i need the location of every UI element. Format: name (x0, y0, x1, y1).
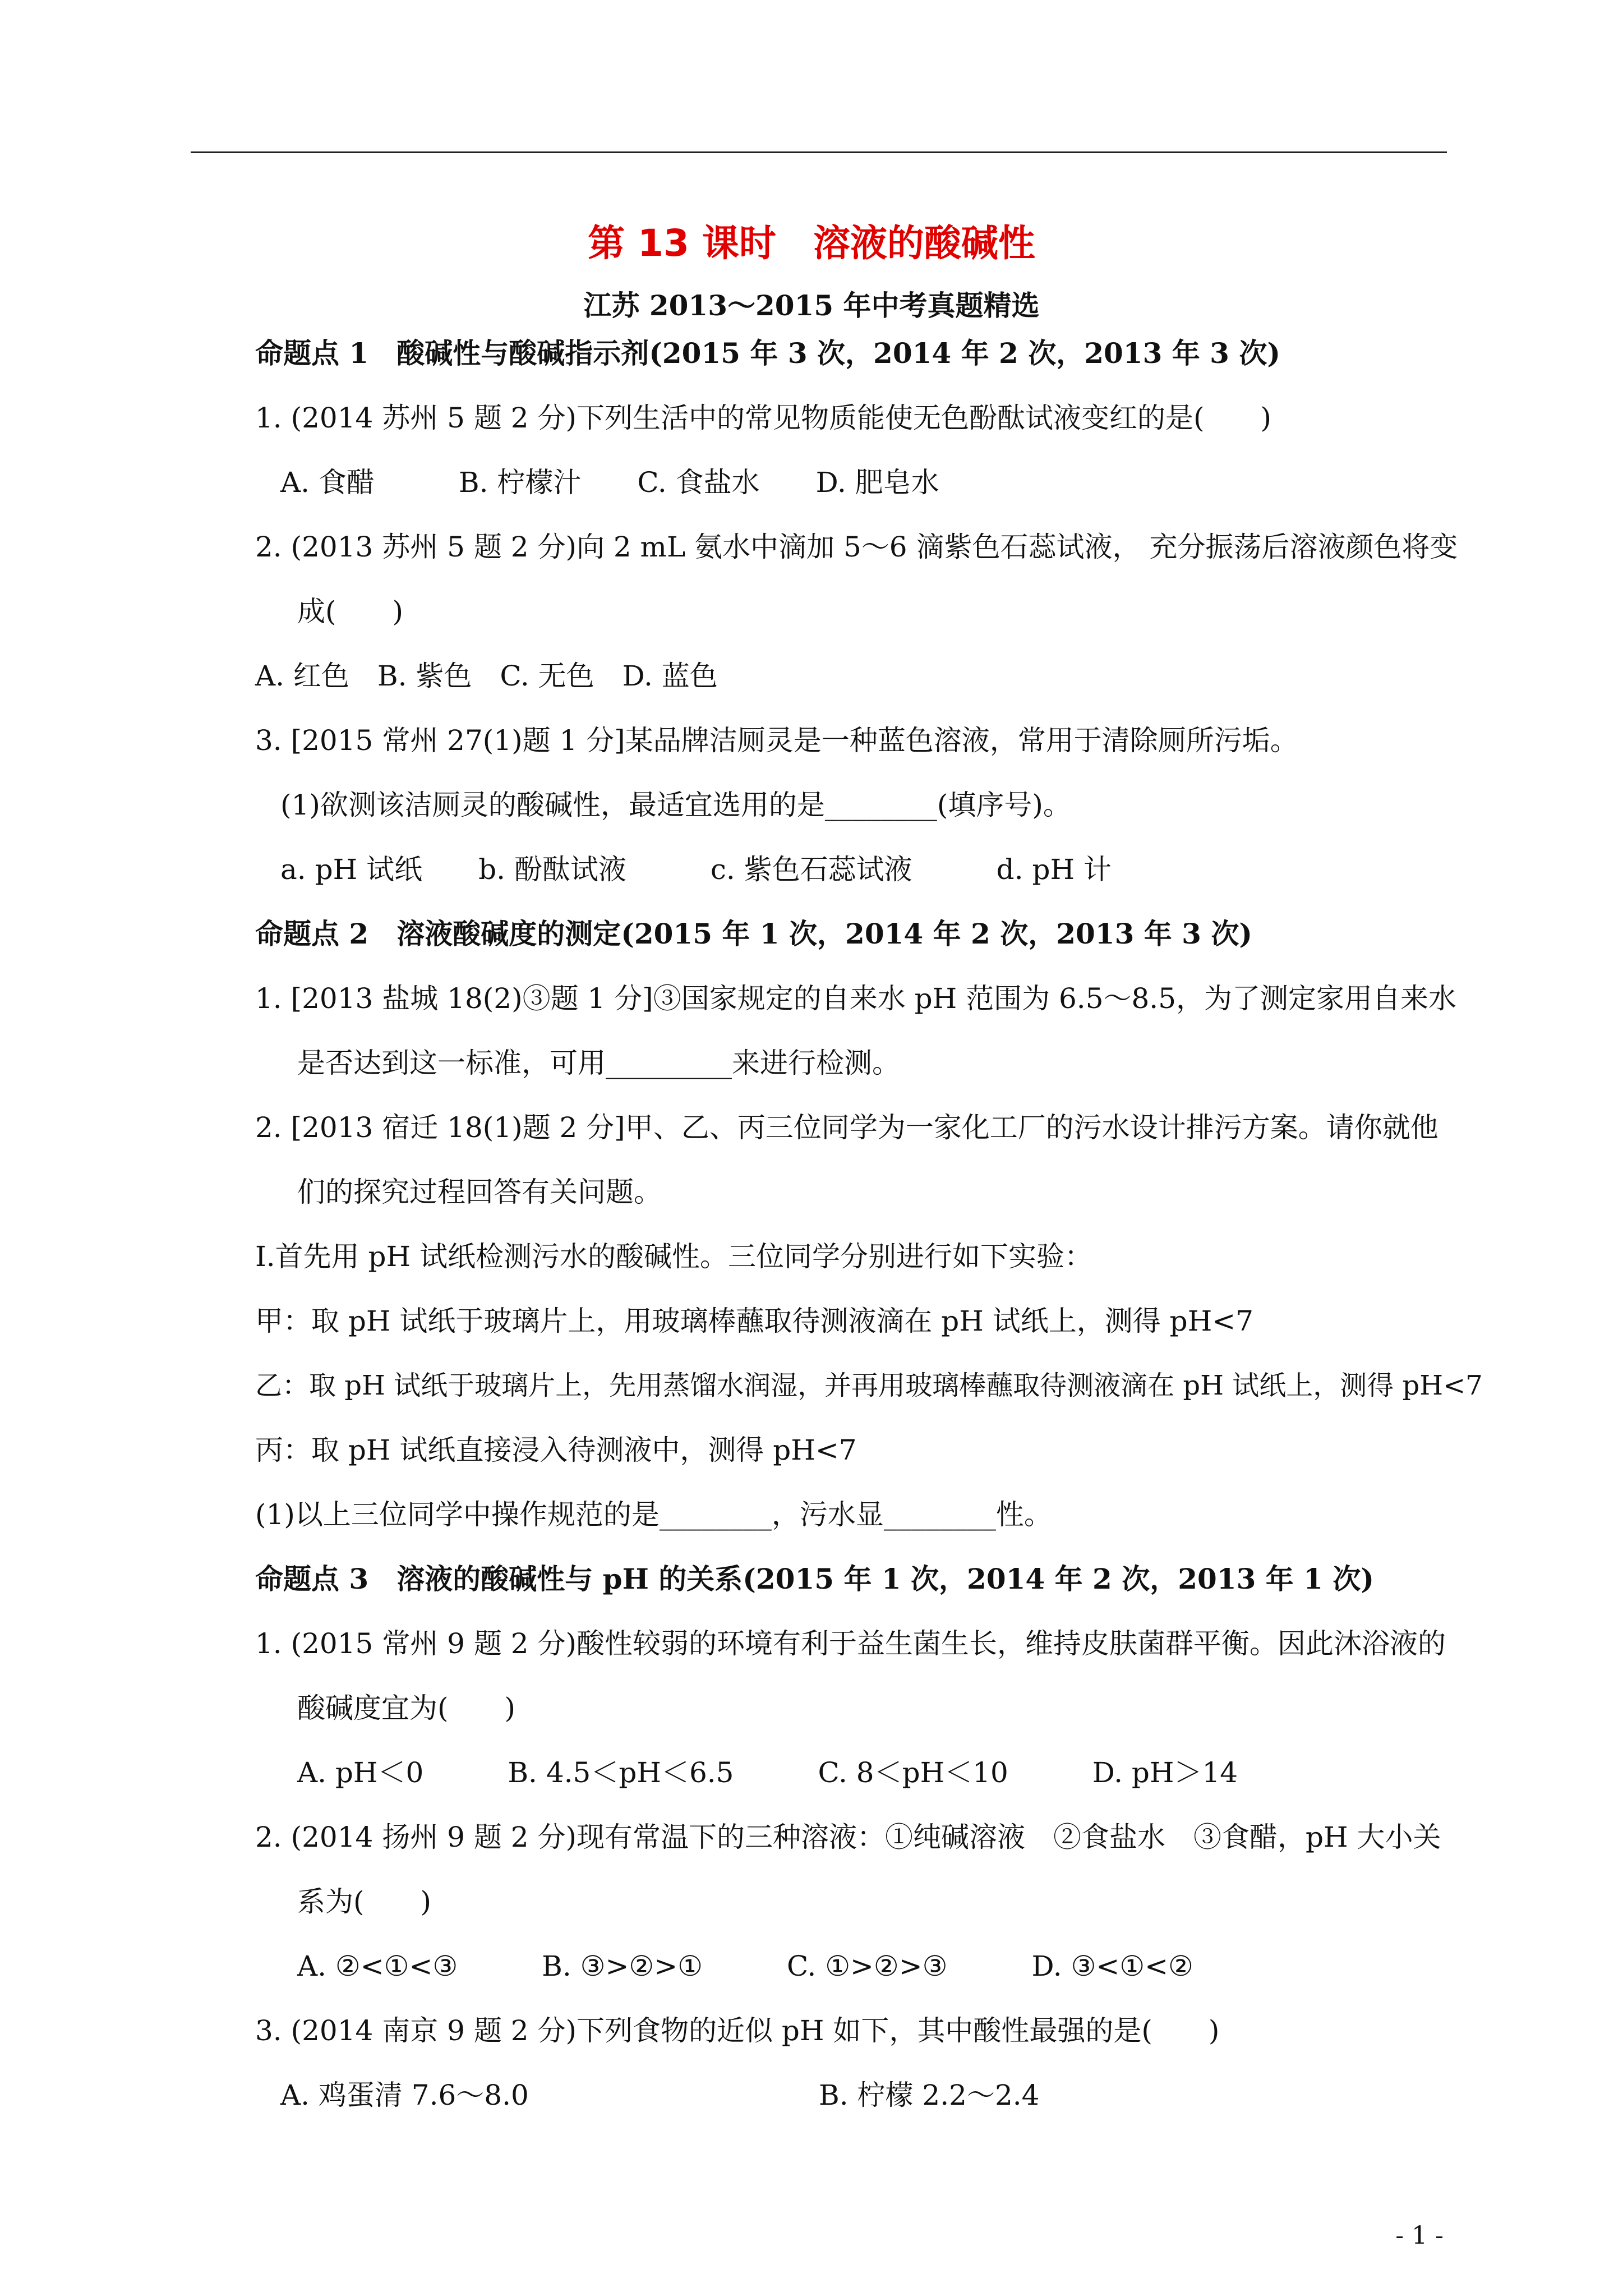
question-line: (1)以上三位同学中操作规范的是________，污水显________性。 (255, 1498, 1052, 1531)
page-number: - 1 - (1395, 2221, 1444, 2250)
question-line: (1)欲测该洁厕灵的酸碱性，最适宜选用的是________(填序号)。 (280, 789, 1071, 821)
options-line: a. pH 试纸 b. 酚酞试液 c. 紫色石蕊试液 d. pH 计 (280, 853, 1112, 886)
question-line: 1. (2014 苏州 5 题 2 分)下列生活中的常见物质能使无色酚酞试液变红的是( ) (255, 402, 1271, 434)
question-line: 成( ) (297, 595, 404, 628)
option-a: A. 鸡蛋清 7.6～8.0 (280, 2079, 529, 2111)
options-line: A. pH＜0 B. 4.5＜pH＜6.5 C. 8＜pH＜10 D. pH＞14 (297, 1756, 1238, 1789)
header-rule (191, 151, 1447, 153)
question-line: 们的探究过程回答有关问题。 (297, 1176, 662, 1208)
question-line: 3. (2014 南京 9 题 2 分)下列食物的近似 pH 如下，其中酸性最强的是( ) (255, 2014, 1220, 2047)
question-line: 酸碱度宜为( ) (297, 1692, 516, 1724)
page-title: 第 13 课时 溶液的酸碱性 (588, 222, 1035, 265)
option-b: B. 柠檬 2.2～2.4 (819, 2079, 1040, 2111)
question-line: 2. [2013 宿迁 18(1)题 2 分]甲、乙、丙三位同学为一家化工厂的污水设计排污方案。请你就他 (255, 1111, 1438, 1144)
question-line: 乙：取 pH 试纸于玻璃片上，先用蒸馏水润湿，并再用玻璃棒蘸取待测液滴在 pH 试纸上，测得 pH<7 (255, 1370, 1483, 1401)
page-subtitle: 江苏 2013～2015 年中考真题精选 (583, 289, 1040, 322)
options-line: A. 红色 B. 紫色 C. 无色 D. 蓝色 (255, 660, 718, 692)
options-line: A. 食醋 B. 柠檬汁 C. 食盐水 D. 肥皂水 (280, 466, 939, 499)
options-line: A. ②<①<③ B. ③>②>① C. ①>②>③ D. ③<①<② (297, 1950, 1193, 1982)
question-line: 2. (2013 苏州 5 题 2 分)向 2 mL 氨水中滴加 5～6 滴紫色石蕊试液， 充分振荡后溶液颜色将变 (255, 531, 1458, 563)
question-line: 1. (2015 常州 9 题 2 分)酸性较弱的环境有利于益生菌生长，维持皮肤菌群平衡。因此沐浴液的 (255, 1627, 1446, 1660)
topic-heading-3: 命题点 3 溶液的酸碱性与 pH 的关系(2015 年 1 次，2014 年 2 次，2013 年 1 次) (255, 1562, 1375, 1595)
question-line: 2. (2014 扬州 9 题 2 分)现有常温下的三种溶液：①纯碱溶液 ②食盐水 ③食醋，pH 大小关 (255, 1821, 1441, 1853)
question-line: 系为( ) (297, 1885, 432, 1918)
topic-heading-1: 命题点 1 酸碱性与酸碱指示剂(2015 年 3 次，2014 年 2 次，2013 年 3 次) (255, 337, 1281, 370)
question-line: 是否达到这一标准，可用_________来进行检测。 (297, 1047, 900, 1079)
question-line: 丙：取 pH 试纸直接浸入待测液中，测得 pH<7 (255, 1434, 857, 1466)
topic-heading-2: 命题点 2 溶液酸碱度的测定(2015 年 1 次，2014 年 2 次，2013 年 3 次) (255, 917, 1253, 950)
question-line: 甲：取 pH 试纸于玻璃片上，用玻璃棒蘸取待测液滴在 pH 试纸上，测得 pH<7 (255, 1305, 1254, 1337)
question-line: Ⅰ.首先用 pH 试纸检测污水的酸碱性。三位同学分别进行如下实验： (255, 1240, 1093, 1273)
question-line: 1. [2013 盐城 18(2)③题 1 分]③国家规定的自来水 pH 范围为 6.5～8.5，为了测定家用自来水 (255, 982, 1457, 1015)
question-line: 3. [2015 常州 27(1)题 1 分]某品牌洁厕灵是一种蓝色溶液，常用于清除厕所污垢。 (255, 724, 1298, 757)
